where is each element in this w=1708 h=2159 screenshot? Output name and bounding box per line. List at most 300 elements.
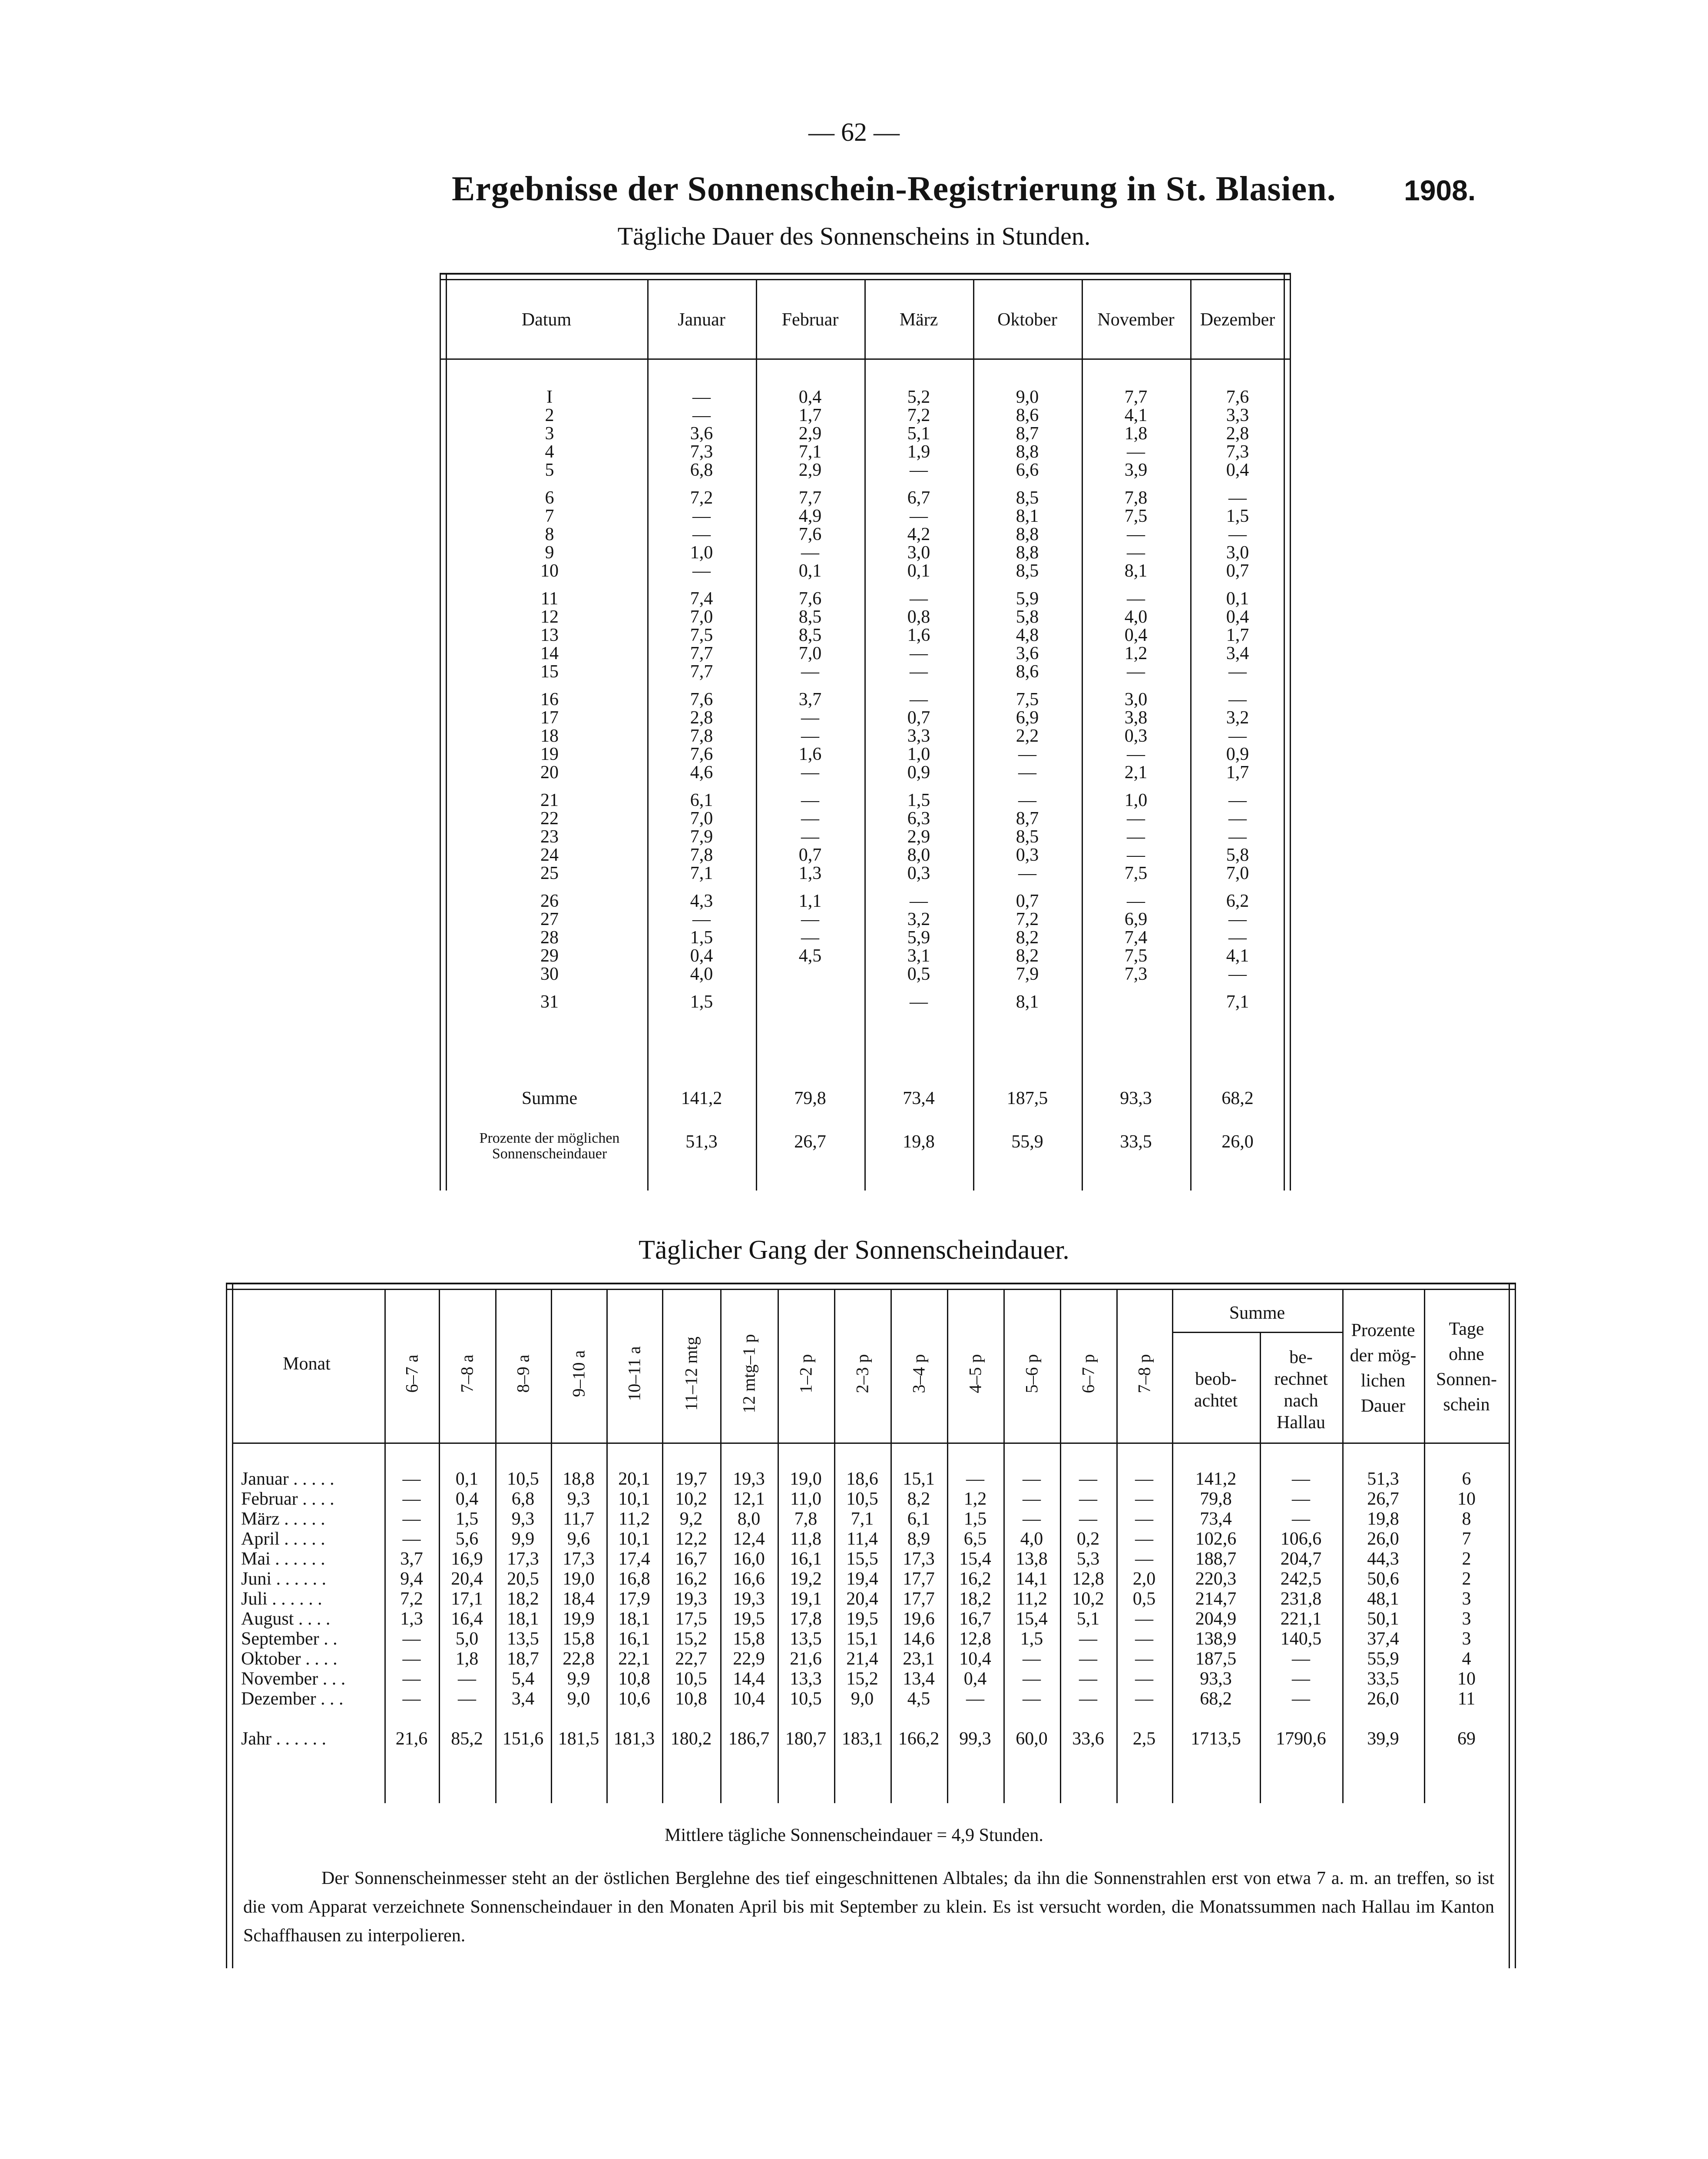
table-cell: 17,3	[507, 1549, 539, 1569]
table-cell: 17,9	[618, 1589, 650, 1609]
sum-label: Summe	[521, 1088, 578, 1108]
date-cell: 19	[540, 744, 559, 764]
table-cell: 7,5	[1124, 946, 1148, 966]
table-cell: 18,1	[507, 1609, 539, 1629]
table-cell: 8,5	[798, 607, 822, 627]
table-cell: 9,6	[567, 1529, 590, 1549]
percent-cell: 26,0	[1367, 1529, 1399, 1549]
computed-header: nach	[1284, 1391, 1318, 1411]
date-cell: 10	[540, 561, 559, 581]
table-cell: 2,9	[907, 827, 930, 847]
date-cell: 21	[540, 790, 559, 810]
percent-cell: 48,1	[1367, 1589, 1399, 1609]
observed-cell: 73,4	[1200, 1509, 1232, 1529]
table-cell: 7,1	[851, 1509, 874, 1529]
percent-cell: 33,5	[1120, 1132, 1152, 1152]
table-cell: 21,4	[846, 1649, 878, 1669]
table-cell: —	[910, 643, 928, 663]
observed-header: beob-	[1195, 1369, 1237, 1389]
table-cell: 9,0	[1016, 387, 1039, 407]
table-cell: 1,7	[798, 405, 822, 425]
table-cell: 14,1	[1016, 1569, 1048, 1589]
sum-cell: 73,4	[903, 1088, 935, 1108]
date-cell: 7	[545, 506, 554, 526]
percent-cell: 26,7	[794, 1132, 826, 1152]
table-cell: 60,0	[1016, 1729, 1048, 1749]
table-cell: —	[1228, 524, 1247, 544]
table-cell: 1,5	[1226, 506, 1249, 526]
table-cell: 16,2	[675, 1569, 707, 1589]
table-cell: 7,0	[690, 809, 713, 829]
table-cell: 18,6	[846, 1469, 878, 1489]
table-cell: 10,8	[675, 1689, 707, 1709]
table-cell: 3,4	[1226, 643, 1249, 663]
table-cell: 3,2	[1226, 708, 1249, 728]
table-cell: 1,5	[690, 992, 713, 1012]
date-cell: 11	[540, 589, 559, 609]
table-cell: 0,4	[963, 1669, 987, 1689]
table-cell: 7,6	[690, 690, 713, 710]
table-cell: —	[1135, 1629, 1153, 1649]
table-cell: —	[1228, 909, 1247, 929]
table-cell: 5,4	[511, 1669, 535, 1689]
computed-header: be-	[1289, 1347, 1313, 1367]
table-cell: 14,6	[903, 1629, 935, 1649]
table-cell: —	[1018, 863, 1036, 883]
table-cell: 9,2	[679, 1509, 703, 1529]
table-cell: 1,8	[455, 1649, 479, 1669]
table-cell: 1,5	[455, 1509, 479, 1529]
table-cell: 15,5	[846, 1549, 878, 1569]
table-cell: 7,6	[798, 589, 822, 609]
table-cell: 10,1	[618, 1529, 650, 1549]
table-cell: 7,7	[798, 488, 822, 508]
date-cell: 8	[545, 524, 554, 544]
table-cell: 0,7	[1016, 891, 1039, 911]
computed-cell: —	[1292, 1489, 1310, 1509]
table-cell: 19,3	[733, 1469, 765, 1489]
table-cell: —	[692, 524, 711, 544]
table-cell: 18,2	[959, 1589, 991, 1609]
table-cell: 17,7	[903, 1589, 935, 1609]
table-cell: 8,8	[1016, 524, 1039, 544]
table-cell: 16,4	[451, 1609, 483, 1629]
table-cell: —	[1228, 790, 1247, 810]
table-cell: —	[1228, 827, 1247, 847]
table-cell: 7,1	[690, 863, 713, 883]
table-cell: —	[801, 763, 819, 783]
table-cell: 186,7	[728, 1729, 770, 1749]
table-cell: 8,7	[1016, 424, 1039, 444]
table-cell: 8,2	[1016, 946, 1039, 966]
percent-cell: 33,5	[1367, 1669, 1399, 1689]
year-label: 1908.	[1404, 174, 1476, 206]
table-cell: 16,2	[959, 1569, 991, 1589]
table-cell: 19,6	[903, 1609, 935, 1629]
table-cell: —	[1135, 1689, 1153, 1709]
table-cell: —	[402, 1629, 421, 1649]
table-cell: —	[910, 992, 928, 1012]
table-cell: 180,7	[785, 1729, 827, 1749]
table-cell: —	[801, 726, 819, 746]
percent-label: Sonnenscheindauer	[492, 1146, 607, 1162]
table-cell: —	[910, 690, 928, 710]
days-cell: 69	[1457, 1729, 1476, 1749]
days-cell: 4	[1462, 1649, 1471, 1669]
table-cell: 7,4	[690, 589, 713, 609]
observed-cell: 138,9	[1195, 1629, 1237, 1649]
table-cell: 166,2	[898, 1729, 940, 1749]
table-cell: 7,1	[1226, 992, 1249, 1012]
table-cell: 5,9	[907, 928, 930, 948]
hour-header: 10–11 a	[624, 1346, 644, 1401]
days-cell: 2	[1462, 1569, 1471, 1589]
table-cell: 1,9	[907, 442, 930, 462]
table-cell: 2,5	[1132, 1729, 1156, 1749]
table-cell: 8,0	[907, 845, 930, 865]
table-cell: 1,3	[798, 863, 822, 883]
table-cell: 8,6	[1016, 662, 1039, 682]
table-cell: 7,8	[690, 845, 713, 865]
table-cell: 4,1	[1226, 946, 1249, 966]
computed-cell: —	[1292, 1469, 1310, 1489]
table-cell: —	[801, 827, 819, 847]
table-cell: 17,8	[790, 1609, 822, 1629]
table-cell: 8,8	[1016, 543, 1039, 563]
table-cell: 0,2	[1076, 1529, 1100, 1549]
computed-cell: 231,8	[1280, 1589, 1322, 1609]
hour-header: 2–3 p	[852, 1354, 872, 1393]
percent-cell: 26,0	[1221, 1132, 1254, 1152]
computed-cell: —	[1292, 1649, 1310, 1669]
table-cell: 0,4	[798, 387, 822, 407]
column-header: November	[1097, 310, 1175, 330]
table-cell: 9,3	[511, 1509, 535, 1529]
table-cell: 22,8	[563, 1649, 595, 1669]
computed-cell: 140,5	[1280, 1629, 1322, 1649]
table-cell: 0,9	[1226, 744, 1249, 764]
table-cell: 19,5	[733, 1609, 765, 1629]
table-cell: —	[402, 1669, 421, 1689]
table-cell: 8,2	[907, 1489, 930, 1509]
table-cell: 2,2	[1016, 726, 1039, 746]
date-cell: 29	[540, 946, 559, 966]
table-cell: 1,0	[907, 744, 930, 764]
table-cell: 6,3	[907, 809, 930, 829]
month-label: November . . .	[241, 1669, 346, 1689]
percent-header: lichen	[1360, 1371, 1406, 1391]
computed-cell: 221,1	[1280, 1609, 1322, 1629]
table-cell: 7,5	[1124, 863, 1148, 883]
table-cell: —	[1135, 1529, 1153, 1549]
table-cell: —	[910, 662, 928, 682]
hour-header: 3–4 p	[909, 1354, 929, 1393]
table-cell: 18,8	[563, 1469, 595, 1489]
month-label: April . . . . .	[241, 1529, 325, 1549]
month-label: Jahr . . . . . .	[241, 1729, 326, 1749]
table-cell: —	[1135, 1469, 1153, 1489]
table-cell: 1,2	[963, 1489, 987, 1509]
date-cell: 24	[540, 845, 559, 865]
table-cell: 4,2	[907, 524, 930, 544]
table-cell: 0,7	[907, 708, 930, 728]
table-rule	[1190, 279, 1192, 1191]
table-cell: 5,8	[1226, 845, 1249, 865]
table-cell: 5,3	[1076, 1549, 1100, 1569]
table-cell: 6,1	[690, 790, 713, 810]
computed-cell: 1790,6	[1276, 1729, 1326, 1749]
table-cell: —	[1127, 442, 1145, 462]
table-rule	[1290, 273, 1291, 1191]
table-cell: —	[966, 1469, 984, 1489]
date-cell: 5	[545, 460, 554, 480]
table-cell: 85,2	[451, 1729, 483, 1749]
percent-cell: 50,6	[1367, 1569, 1399, 1589]
table-cell: 10,5	[846, 1489, 878, 1509]
table-cell: 0,4	[1124, 625, 1148, 645]
table-cell: 0,1	[1226, 589, 1249, 609]
table-cell: 20,4	[846, 1589, 878, 1609]
sum-cell: 79,8	[794, 1088, 826, 1108]
days-cell: 10	[1457, 1669, 1476, 1689]
table-cell: 16,6	[733, 1569, 765, 1589]
table-cell: —	[1079, 1629, 1097, 1649]
table-cell: 11,2	[1016, 1589, 1047, 1609]
date-cell: 23	[540, 827, 559, 847]
table-cell: 13,3	[790, 1669, 822, 1689]
table-cell: 7,0	[798, 643, 822, 663]
table-cell: 22,1	[618, 1649, 650, 1669]
table1-subtitle: Tägliche Dauer des Sonnenscheins in Stunden.	[617, 222, 1091, 250]
date-cell: 14	[540, 643, 559, 663]
table2-subtitle: Täglicher Gang der Sonnenscheindauer.	[639, 1235, 1069, 1265]
table-cell: 18,4	[563, 1589, 595, 1609]
table-cell: 33,6	[1072, 1729, 1104, 1749]
table-rule	[756, 279, 757, 1191]
table-cell: 10,4	[733, 1689, 765, 1709]
hour-header: 1–2 p	[796, 1354, 816, 1393]
table-cell: 7,9	[1016, 964, 1039, 984]
table-cell: 20,4	[451, 1569, 483, 1589]
table-cell: 16,1	[790, 1549, 822, 1569]
observed-cell: 79,8	[1200, 1489, 1232, 1509]
table-cell: 7,3	[1226, 442, 1249, 462]
table-cell: —	[1023, 1489, 1041, 1509]
sum-cell: 141,2	[681, 1088, 722, 1108]
table-cell: 7,7	[1124, 387, 1148, 407]
hour-header: 4–5 p	[965, 1354, 985, 1393]
table-cell: —	[692, 506, 711, 526]
table-cell: 10,4	[959, 1649, 991, 1669]
table-cell: 16,8	[618, 1569, 650, 1589]
table-cell: 17,7	[903, 1569, 935, 1589]
percent-cell: 51,3	[1367, 1469, 1399, 1489]
table-cell: 8,8	[1016, 442, 1039, 462]
percent-cell: 51,3	[685, 1132, 718, 1152]
observed-cell: 220,3	[1195, 1569, 1237, 1589]
table-cell: 12,8	[1072, 1569, 1104, 1589]
hour-header: 7–8 a	[457, 1354, 477, 1393]
table-cell: 7,0	[690, 607, 713, 627]
hour-header: 12 mtg–1 p	[739, 1334, 759, 1413]
table-cell: 7,3	[690, 442, 713, 462]
table-rule	[440, 273, 1291, 275]
table-cell: —	[402, 1509, 421, 1529]
table-cell: 180,2	[670, 1729, 712, 1749]
table-cell: 1,0	[690, 543, 713, 563]
table-cell: 4,1	[1124, 405, 1148, 425]
table-cell: —	[1079, 1489, 1097, 1509]
days-cell: 6	[1462, 1469, 1471, 1489]
table-cell: 17,5	[675, 1609, 707, 1629]
table-cell: 0,1	[798, 561, 822, 581]
computed-cell: —	[1292, 1669, 1310, 1689]
table-cell: 11,7	[563, 1509, 594, 1529]
table-cell: 2,1	[1124, 763, 1148, 783]
table-rule	[864, 279, 866, 1191]
table-cell: 7,5	[1124, 506, 1148, 526]
table-cell: 7,4	[1124, 928, 1148, 948]
table-cell: 16,9	[451, 1549, 483, 1569]
table-cell: 6,8	[511, 1489, 535, 1509]
table-cell: 6,5	[963, 1529, 987, 1549]
table-cell: —	[1135, 1489, 1153, 1509]
table-cell: 3,7	[400, 1549, 423, 1569]
percent-cell: 37,4	[1367, 1629, 1399, 1649]
table-rule	[440, 273, 441, 1191]
table-cell: 11,2	[619, 1509, 650, 1529]
observed-cell: 102,6	[1195, 1529, 1237, 1549]
table-cell: —	[801, 662, 819, 682]
table-cell: 4,0	[1020, 1529, 1043, 1549]
table-cell: 15,4	[959, 1549, 991, 1569]
table-cell: 18,1	[618, 1609, 650, 1629]
column-header: Oktober	[997, 310, 1057, 330]
table-cell: 20,1	[618, 1469, 650, 1489]
table-cell: 7,6	[798, 524, 822, 544]
days-header: Sonnen-	[1436, 1370, 1497, 1390]
table-cell: 5,2	[907, 387, 930, 407]
computed-header: rechnet	[1274, 1369, 1328, 1389]
month-label: Februar . . . .	[241, 1489, 334, 1509]
table-cell: 0,4	[1226, 607, 1249, 627]
table-cell: 19,3	[733, 1589, 765, 1609]
days-cell: 3	[1462, 1629, 1471, 1649]
computed-header: Hallau	[1277, 1413, 1325, 1433]
table-cell: 15,2	[846, 1669, 878, 1689]
table-cell: 15,2	[675, 1629, 707, 1649]
days-header: schein	[1443, 1395, 1490, 1415]
table-cell: 6,6	[1016, 460, 1039, 480]
table-cell: —	[1228, 662, 1247, 682]
table-cell: 13,5	[507, 1629, 539, 1649]
date-cell: 27	[540, 909, 559, 929]
table-cell: —	[801, 928, 819, 948]
table-cell: 19,5	[846, 1609, 878, 1629]
table-cell: 1,3	[400, 1609, 423, 1629]
table-cell: 19,3	[675, 1589, 707, 1609]
hour-header: 11–12 mtg	[681, 1337, 701, 1411]
table-cell: —	[1079, 1669, 1097, 1689]
percent-cell: 19,8	[1367, 1509, 1399, 1529]
table-cell: 0,3	[1016, 845, 1039, 865]
table-cell: —	[1228, 928, 1247, 948]
percent-cell: 55,9	[1011, 1132, 1043, 1152]
table-cell: 7,2	[690, 488, 713, 508]
percent-header: Dauer	[1360, 1396, 1406, 1416]
sum-cell: 68,2	[1221, 1088, 1254, 1108]
table-cell: 1,2	[1124, 643, 1148, 663]
table-cell: 1,5	[907, 790, 930, 810]
date-cell: 12	[540, 607, 559, 627]
table-cell: 21,6	[395, 1729, 428, 1749]
table-cell: 7,7	[690, 662, 713, 682]
days-cell: 8	[1462, 1509, 1471, 1529]
table-cell: 7,8	[794, 1509, 818, 1529]
table-cell: 7,2	[400, 1589, 423, 1609]
table-cell: 3,3	[1226, 405, 1249, 425]
table-cell: —	[1228, 726, 1247, 746]
table-cell: 10,5	[790, 1689, 822, 1709]
table-cell: 7,2	[1016, 909, 1039, 929]
observed-cell: 68,2	[1200, 1689, 1232, 1709]
table-cell: —	[910, 589, 928, 609]
table-cell: 6,8	[690, 460, 713, 480]
column-header: März	[899, 310, 938, 330]
date-cell: 26	[540, 891, 559, 911]
date-cell: 6	[545, 488, 554, 508]
percent-cell: 26,0	[1367, 1689, 1399, 1709]
table-cell: 7,8	[690, 726, 713, 746]
table-cell: —	[1135, 1609, 1153, 1629]
column-header: Datum	[521, 310, 572, 330]
table-cell: 3,1	[907, 946, 930, 966]
table-rule	[232, 1283, 233, 1968]
table-cell: 18,2	[507, 1589, 539, 1609]
table-cell: —	[1127, 589, 1145, 609]
table-cell: 10,8	[618, 1669, 650, 1689]
table-cell: 3,3	[907, 726, 930, 746]
table-cell: 11,8	[790, 1529, 821, 1549]
date-cell: 3	[545, 424, 554, 444]
table-cell: 9,9	[567, 1669, 590, 1689]
table-cell: —	[801, 790, 819, 810]
table-cell: —	[692, 405, 711, 425]
month-label: August . . . .	[241, 1609, 331, 1629]
table-rule	[232, 1443, 1509, 1444]
column-header: Februar	[781, 310, 839, 330]
table-cell: 1,5	[690, 928, 713, 948]
table-cell: 10,2	[675, 1489, 707, 1509]
table-cell: —	[458, 1689, 476, 1709]
table-cell: 6,1	[907, 1509, 930, 1529]
table-cell: 6,7	[907, 488, 930, 508]
table-cell: 1,5	[963, 1509, 987, 1529]
table-cell: —	[692, 909, 711, 929]
observed-cell: 204,9	[1195, 1609, 1237, 1629]
table-cell: 10,5	[507, 1469, 539, 1489]
table-cell: 11,0	[790, 1489, 821, 1509]
table-cell: —	[1135, 1509, 1153, 1529]
table-cell: 22,9	[733, 1649, 765, 1669]
table-cell: —	[1079, 1689, 1097, 1709]
table-cell: 0,4	[1226, 460, 1249, 480]
date-cell: 16	[540, 690, 559, 710]
table-cell: —	[1018, 744, 1036, 764]
days-cell: 10	[1457, 1489, 1476, 1509]
table-cell: 4,6	[690, 763, 713, 783]
table-cell: 8,6	[1016, 405, 1039, 425]
